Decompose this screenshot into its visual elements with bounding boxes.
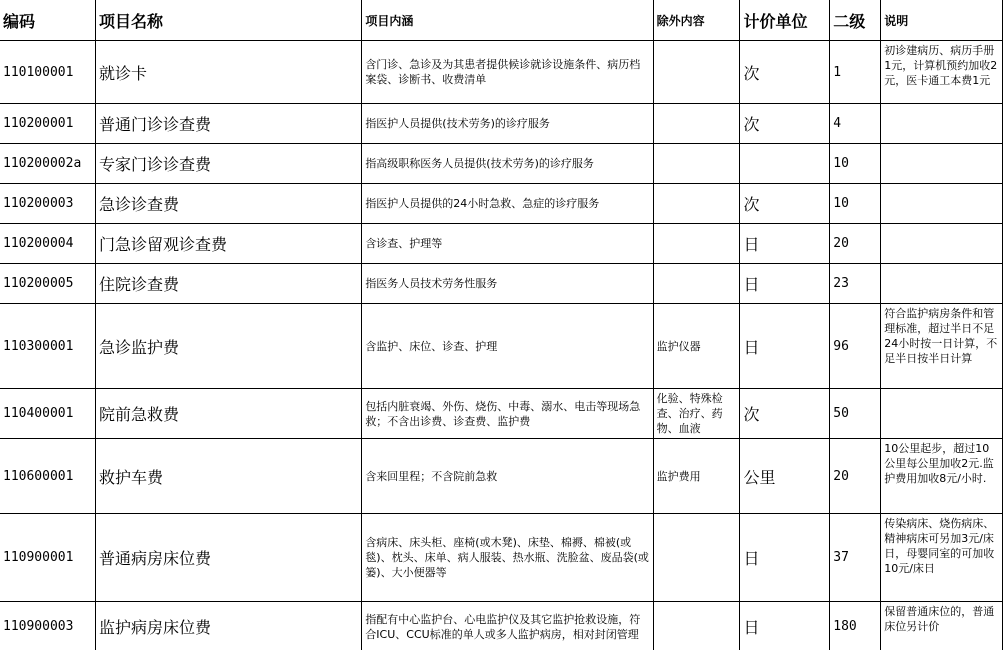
- cell-content[interactable]: 指医务人员技术劳务性服务: [362, 264, 653, 304]
- cell-content[interactable]: 指医护人员提供(技术劳务)的诊疗服务: [362, 104, 653, 144]
- cell-note[interactable]: [881, 264, 1003, 304]
- cell-content[interactable]: 指高级职称医务人员提供(技术劳务)的诊疗服务: [362, 144, 653, 184]
- cell-code[interactable]: 110200003: [0, 184, 95, 224]
- cell-content[interactable]: 包括内脏衰竭、外伤、烧伤、中毒、溺水、电击等现场急救；不含出诊费、诊查费、监护费: [362, 389, 653, 439]
- cell-note[interactable]: [881, 184, 1003, 224]
- cell-unit[interactable]: 日: [740, 514, 830, 602]
- cell-note[interactable]: [881, 144, 1003, 184]
- cell-unit[interactable]: 日: [740, 304, 830, 389]
- cell-excluded[interactable]: [653, 41, 740, 104]
- cell-note[interactable]: 保留普通床位的，普通床位另计价: [881, 602, 1003, 650]
- header-code[interactable]: 编码: [0, 0, 95, 41]
- cell-excluded[interactable]: [653, 602, 740, 650]
- table-row: [0, 514, 1003, 602]
- cell-name[interactable]: 监护病房床位费: [95, 602, 361, 650]
- cell-excluded[interactable]: 监护费用: [653, 439, 740, 514]
- cell-name[interactable]: 急诊监护费: [95, 304, 361, 389]
- cell-code[interactable]: 110200001: [0, 104, 95, 144]
- cell-unit[interactable]: [740, 144, 830, 184]
- cell-content[interactable]: 含门诊、急诊及为其患者提供候诊就诊设施条件、病历档案袋、诊断书、收费清单: [362, 41, 653, 104]
- header-row: [0, 0, 1003, 41]
- cell-content[interactable]: 含来回里程；不含院前急救: [362, 439, 653, 514]
- cell-excluded[interactable]: [653, 184, 740, 224]
- table-row: [0, 602, 1003, 650]
- cell-level[interactable]: 1: [830, 41, 881, 104]
- cell-code[interactable]: 110900003: [0, 602, 95, 650]
- cell-code[interactable]: 110200005: [0, 264, 95, 304]
- cell-level[interactable]: 10: [830, 184, 881, 224]
- table-row: [0, 104, 1003, 144]
- cell-content[interactable]: 含监护、床位、诊查、护理: [362, 304, 653, 389]
- cell-level[interactable]: 20: [830, 439, 881, 514]
- cell-level[interactable]: 180: [830, 602, 881, 650]
- cell-note[interactable]: [881, 104, 1003, 144]
- cell-content[interactable]: 指医护人员提供的24小时急救、急症的诊疗服务: [362, 184, 653, 224]
- table-row: [0, 389, 1003, 439]
- cell-name[interactable]: 急诊诊查费: [95, 184, 361, 224]
- cell-excluded[interactable]: [653, 224, 740, 264]
- cell-name[interactable]: 院前急救费: [95, 389, 361, 439]
- cell-content[interactable]: 指配有中心监护台、心电监护仪及其它监护抢救设施，符合ICU、CCU标准的单人或多人监护病房，相对封闭管理: [362, 602, 653, 650]
- cell-level[interactable]: 37: [830, 514, 881, 602]
- table-row: [0, 224, 1003, 264]
- cell-code[interactable]: 110300001: [0, 304, 95, 389]
- cell-unit[interactable]: 次: [740, 184, 830, 224]
- cell-unit[interactable]: 日: [740, 224, 830, 264]
- cell-unit[interactable]: 公里: [740, 439, 830, 514]
- cell-level[interactable]: 50: [830, 389, 881, 439]
- header-name[interactable]: 项目名称: [95, 0, 361, 41]
- cell-code[interactable]: 110200004: [0, 224, 95, 264]
- cell-note[interactable]: 10公里起步，超过10公里每公里加收2元.监护费用加收8元/小时.: [881, 439, 1003, 514]
- header-unit[interactable]: 计价单位: [740, 0, 830, 41]
- cell-name[interactable]: 普通病房床位费: [95, 514, 361, 602]
- cell-unit[interactable]: 日: [740, 264, 830, 304]
- header-note[interactable]: 说明: [881, 0, 1003, 41]
- cell-unit[interactable]: 次: [740, 41, 830, 104]
- cell-note[interactable]: 初诊建病历、病历手册1元，计算机预约加收2元，医卡通工本费1元: [881, 41, 1003, 104]
- cell-level[interactable]: 96: [830, 304, 881, 389]
- cell-excluded[interactable]: 化验、特殊检查、治疗、药物、血液: [653, 389, 740, 439]
- cell-level[interactable]: 4: [830, 104, 881, 144]
- cell-unit[interactable]: 次: [740, 104, 830, 144]
- cell-excluded[interactable]: [653, 144, 740, 184]
- cell-note[interactable]: 符合监护病房条件和管理标准，超过半日不足24小时按一日计算，不足半日按半日计算: [881, 304, 1003, 389]
- cell-code[interactable]: 110900001: [0, 514, 95, 602]
- table-row: [0, 439, 1003, 514]
- cell-note[interactable]: 传染病床、烧伤病床、精神病床可另加3元/床日，母婴同室的可加收10元/床日: [881, 514, 1003, 602]
- cell-level[interactable]: 23: [830, 264, 881, 304]
- cell-unit[interactable]: 日: [740, 602, 830, 650]
- header-content[interactable]: 项目内涵: [362, 0, 653, 41]
- cell-name[interactable]: 门急诊留观诊查费: [95, 224, 361, 264]
- table-row: [0, 264, 1003, 304]
- cell-code[interactable]: 110400001: [0, 389, 95, 439]
- cell-name[interactable]: 救护车费: [95, 439, 361, 514]
- cell-excluded[interactable]: [653, 514, 740, 602]
- cell-content[interactable]: 含诊查、护理等: [362, 224, 653, 264]
- cell-name[interactable]: 住院诊查费: [95, 264, 361, 304]
- cell-content[interactable]: 含病床、床头柜、座椅(或木凳)、床垫、棉褥、棉被(或毯)、枕头、床单、病人服装、热水瓶、洗脸盆、废品袋(或篓)、大小便器等: [362, 514, 653, 602]
- cell-code[interactable]: 110200002a: [0, 144, 95, 184]
- cell-unit[interactable]: 次: [740, 389, 830, 439]
- table-row: [0, 304, 1003, 389]
- cell-level[interactable]: 10: [830, 144, 881, 184]
- cell-level[interactable]: 20: [830, 224, 881, 264]
- cell-code[interactable]: 110100001: [0, 41, 95, 104]
- cell-name[interactable]: 专家门诊诊查费: [95, 144, 361, 184]
- cell-name[interactable]: 普通门诊诊查费: [95, 104, 361, 144]
- cell-code[interactable]: 110600001: [0, 439, 95, 514]
- cell-excluded[interactable]: [653, 104, 740, 144]
- table-row: [0, 184, 1003, 224]
- cell-name[interactable]: 就诊卡: [95, 41, 361, 104]
- cell-note[interactable]: [881, 224, 1003, 264]
- header-excluded[interactable]: 除外内容: [653, 0, 740, 41]
- table-row: [0, 144, 1003, 184]
- cell-excluded[interactable]: 监护仪器: [653, 304, 740, 389]
- cell-note[interactable]: [881, 389, 1003, 439]
- header-level[interactable]: 二级: [830, 0, 881, 41]
- cell-excluded[interactable]: [653, 264, 740, 304]
- table-row: [0, 41, 1003, 104]
